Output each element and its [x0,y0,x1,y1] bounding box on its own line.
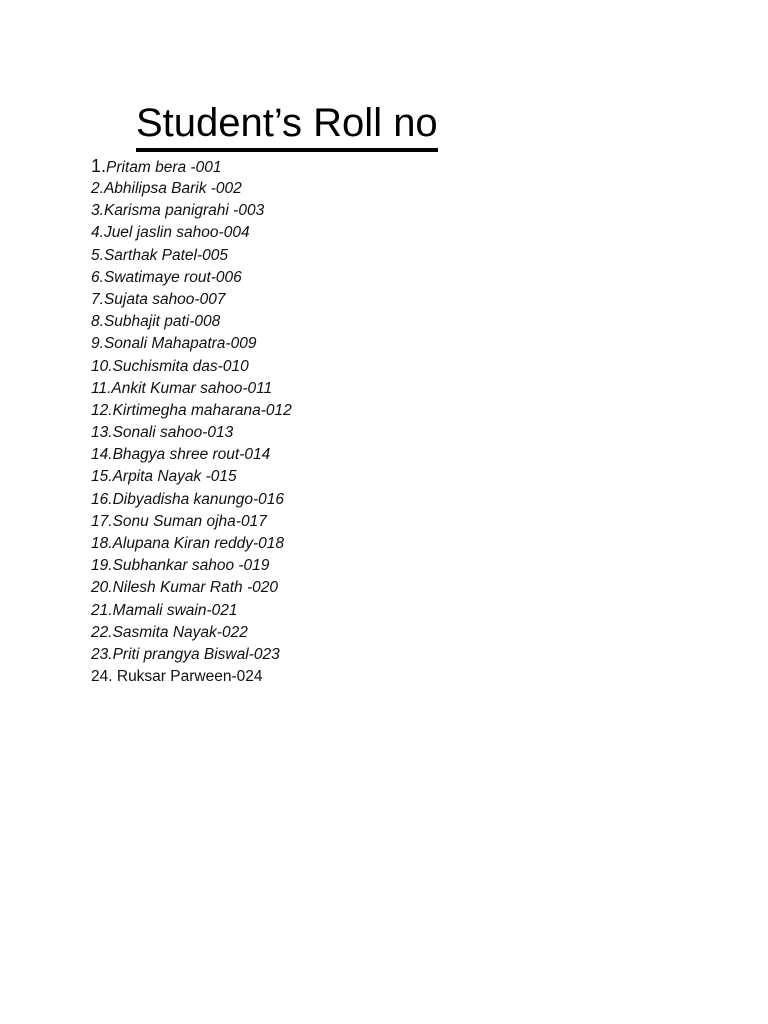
list-item [91,644,292,666]
student-entry: Dibyadisha kanungo-016 [112,490,285,508]
list-item [91,154,292,178]
roll-number: 18. [91,535,113,552]
roll-number: 22. [91,623,113,641]
student-entry: Sasmita Nayak-022 [112,623,248,641]
list-item [91,600,292,622]
list-item [91,466,292,488]
list-item [91,489,292,511]
roll-number: 3. [91,202,104,220]
list-item [91,577,292,599]
roll-number: 9. [91,335,104,353]
roll-number: 15. [91,468,113,486]
roll-number: 16. [91,490,113,508]
list-item [91,533,292,555]
list-item [91,245,292,267]
roll-number: 20. [91,579,113,597]
student-entry: Priti prangya Biswal-023 [112,645,280,663]
student-entry: Sonu Suman ojha-017 [112,512,267,530]
student-entry: Arpita Nayak -015 [112,468,237,486]
list-item [91,200,292,222]
roll-number: 21. [91,601,113,619]
student-entry: Karisma panigrahi -003 [103,202,265,220]
list-item [91,178,292,200]
student-entry: Ruksar Parween-024 [112,668,263,686]
roll-number: 14. [91,446,113,464]
student-entry: Alupana Kiran reddy-018 [112,535,285,552]
roll-number: 5. [91,246,104,264]
student-entry: Juel jaslin sahoo-004 [103,224,250,242]
student-entry: Nilesh Kumar Rath -020 [112,579,278,597]
list-item [91,222,292,244]
roll-number: 4. [91,224,104,242]
list-item [91,267,292,289]
student-entry: Sonali sahoo-013 [112,424,234,442]
roll-number: 6. [91,268,104,286]
student-entry: Subhankar sahoo -019 [112,557,270,575]
student-entry: Abhilipsa Barik -002 [103,180,242,197]
list-item [91,289,292,311]
student-entry: Pritam bera -001 [106,159,222,176]
list-item [91,666,292,688]
roll-number: 10. [91,357,113,375]
page-title: Student’s Roll no [136,99,438,152]
list-item [91,422,292,444]
student-entry: Kirtimegha maharana-012 [112,401,292,419]
roll-number: 23. [91,645,113,663]
list-item [91,511,292,533]
student-entry: Sujata sahoo-007 [103,290,226,308]
list-item [91,378,292,400]
roll-list [91,154,292,688]
student-entry: Bhagya shree rout-014 [112,446,271,464]
list-item [91,555,292,577]
list-item [91,311,292,333]
roll-number: 12. [91,401,113,419]
student-entry: Suchismita das-010 [112,357,249,375]
student-entry: Sonali Mahapatra-009 [103,335,257,353]
roll-number: 1. [91,156,107,176]
list-item [91,400,292,422]
student-entry: Subhajit pati-008 [103,313,221,331]
list-item [91,444,292,466]
roll-number: 19. [91,557,113,575]
list-item [91,333,292,355]
roll-number: 2. [91,180,104,197]
roll-number: 13. [91,424,113,442]
student-entry: Ankit Kumar sahoo-011 [111,379,273,397]
roll-number: 7. [91,290,104,308]
student-entry: Sarthak Patel-005 [103,246,229,264]
list-item [91,622,292,644]
roll-number: 11. [91,379,112,397]
roll-number: 17. [91,512,113,530]
roll-number: 24. [91,668,113,686]
list-item [91,356,292,378]
roll-number: 8. [91,313,104,331]
student-entry: Mamali swain-021 [112,601,238,619]
student-entry: Swatimaye rout-006 [103,268,242,286]
